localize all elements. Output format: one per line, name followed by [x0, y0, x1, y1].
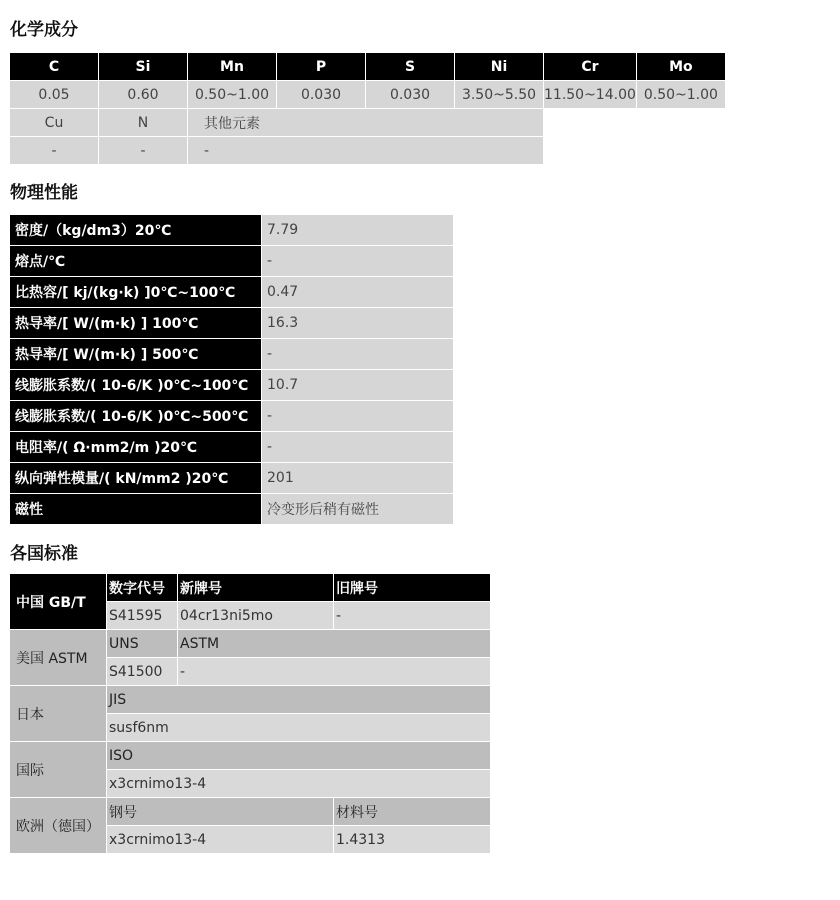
- std-value-cell: S41500: [107, 658, 177, 685]
- chem-value-cell: 0.030: [366, 81, 454, 108]
- std-value-cell: x3crnimo13-4: [107, 826, 333, 853]
- phys-row: [10, 494, 453, 524]
- physical-properties-table: [9, 214, 454, 525]
- std-value-cell: x3crnimo13-4: [107, 770, 490, 797]
- chem-value-row-2: [10, 137, 725, 164]
- std-header-cell: UNS: [107, 630, 177, 657]
- std-row: [10, 686, 490, 713]
- std-value-cell: -: [178, 658, 490, 685]
- std-country: 欧洲（德国）: [10, 798, 106, 853]
- phys-row: [10, 339, 453, 369]
- phys-row: [10, 432, 453, 462]
- std-header-cell: 数字代号: [107, 574, 177, 601]
- chem-header-cell: Cu: [10, 109, 98, 136]
- phys-label: 纵向弹性模量/( kN/mm2 )20℃: [10, 463, 261, 493]
- phys-label: 熔点/℃: [10, 246, 261, 276]
- phys-value: 0.47: [262, 277, 453, 307]
- chem-header-cell: N: [99, 109, 187, 136]
- phys-label: 比热容/[ kj/(kg·k) ]0℃~100℃: [10, 277, 261, 307]
- std-country: 美国 ASTM: [10, 630, 106, 685]
- std-section-title: 各国标准: [10, 544, 78, 564]
- phys-label: 线膨胀系数/( 10-6/K )0℃~100℃: [10, 370, 261, 400]
- phys-row: [10, 246, 453, 276]
- chem-header-cell: Cr: [544, 53, 636, 80]
- phys-label: 密度/（kg/dm3）20℃: [10, 215, 261, 245]
- std-value-cell: 1.4313: [334, 826, 490, 853]
- chemical-composition-table: [9, 52, 726, 165]
- chem-value-cell: 0.50~1.00: [637, 81, 725, 108]
- phys-row: [10, 463, 453, 493]
- std-value-cell: -: [334, 602, 490, 629]
- phys-row: [10, 370, 453, 400]
- std-header-cell: 钢号: [107, 798, 333, 825]
- phys-value: -: [262, 339, 453, 369]
- std-row: [10, 798, 490, 825]
- phys-label: 磁性: [10, 494, 261, 524]
- std-country: 日本: [10, 686, 106, 741]
- chem-value-cell: -: [10, 137, 98, 164]
- chem-value-cell: 3.50~5.50: [455, 81, 543, 108]
- chem-section-title: 化学成分: [10, 20, 78, 40]
- phys-value: -: [262, 246, 453, 276]
- chem-header-cell: Mn: [188, 53, 276, 80]
- phys-value: -: [262, 432, 453, 462]
- phys-row: [10, 401, 453, 431]
- std-country: 中国 GB/T: [10, 574, 106, 629]
- phys-row: [10, 308, 453, 338]
- phys-label: 线膨胀系数/( 10-6/K )0℃~500℃: [10, 401, 261, 431]
- chem-header-row: [10, 53, 725, 80]
- std-header-cell: 新牌号: [178, 574, 333, 601]
- chem-value-cell: -: [99, 137, 187, 164]
- chem-header-row-2: [10, 109, 725, 136]
- std-value-cell: S41595: [107, 602, 177, 629]
- chem-header-cell: Ni: [455, 53, 543, 80]
- chem-value-cell: -: [188, 137, 543, 164]
- chem-header-cell: C: [10, 53, 98, 80]
- phys-value: 冷变形后稍有磁性: [262, 494, 453, 524]
- std-row: [10, 742, 490, 769]
- chem-value-cell: 0.50~1.00: [188, 81, 276, 108]
- chem-header-cell: P: [277, 53, 365, 80]
- std-value-cell: 04cr13ni5mo: [178, 602, 333, 629]
- phys-value: 7.79: [262, 215, 453, 245]
- phys-value: 201: [262, 463, 453, 493]
- chem-value-cell: 0.05: [10, 81, 98, 108]
- phys-value: 16.3: [262, 308, 453, 338]
- chem-value-cell: 11.50~14.00: [544, 81, 636, 108]
- chem-header-cell: 其他元素: [188, 109, 543, 136]
- phys-value: 10.7: [262, 370, 453, 400]
- phys-section-title: 物理性能: [10, 183, 78, 203]
- phys-row: [10, 215, 453, 245]
- std-value-cell: susf6nm: [107, 714, 490, 741]
- chem-header-cell: Mo: [637, 53, 725, 80]
- chem-value-cell: 0.030: [277, 81, 365, 108]
- chem-value-row: [10, 81, 725, 108]
- phys-label: 热导率/[ W/(m·k) ] 500℃: [10, 339, 261, 369]
- phys-row: [10, 277, 453, 307]
- std-header-cell: ISO: [107, 742, 490, 769]
- phys-label: 电阻率/( Ω·mm2/m )20℃: [10, 432, 261, 462]
- chem-header-cell: Si: [99, 53, 187, 80]
- std-header-cell: 旧牌号: [334, 574, 490, 601]
- std-row: [10, 630, 490, 657]
- chem-header-cell: S: [366, 53, 454, 80]
- std-row: [10, 574, 490, 601]
- phys-value: -: [262, 401, 453, 431]
- phys-label: 热导率/[ W/(m·k) ] 100℃: [10, 308, 261, 338]
- chem-value-cell: 0.60: [99, 81, 187, 108]
- std-country: 国际: [10, 742, 106, 797]
- std-header-cell: ASTM: [178, 630, 490, 657]
- std-header-cell: JIS: [107, 686, 490, 713]
- standards-table: [9, 573, 491, 854]
- std-header-cell: 材料号: [334, 798, 490, 825]
